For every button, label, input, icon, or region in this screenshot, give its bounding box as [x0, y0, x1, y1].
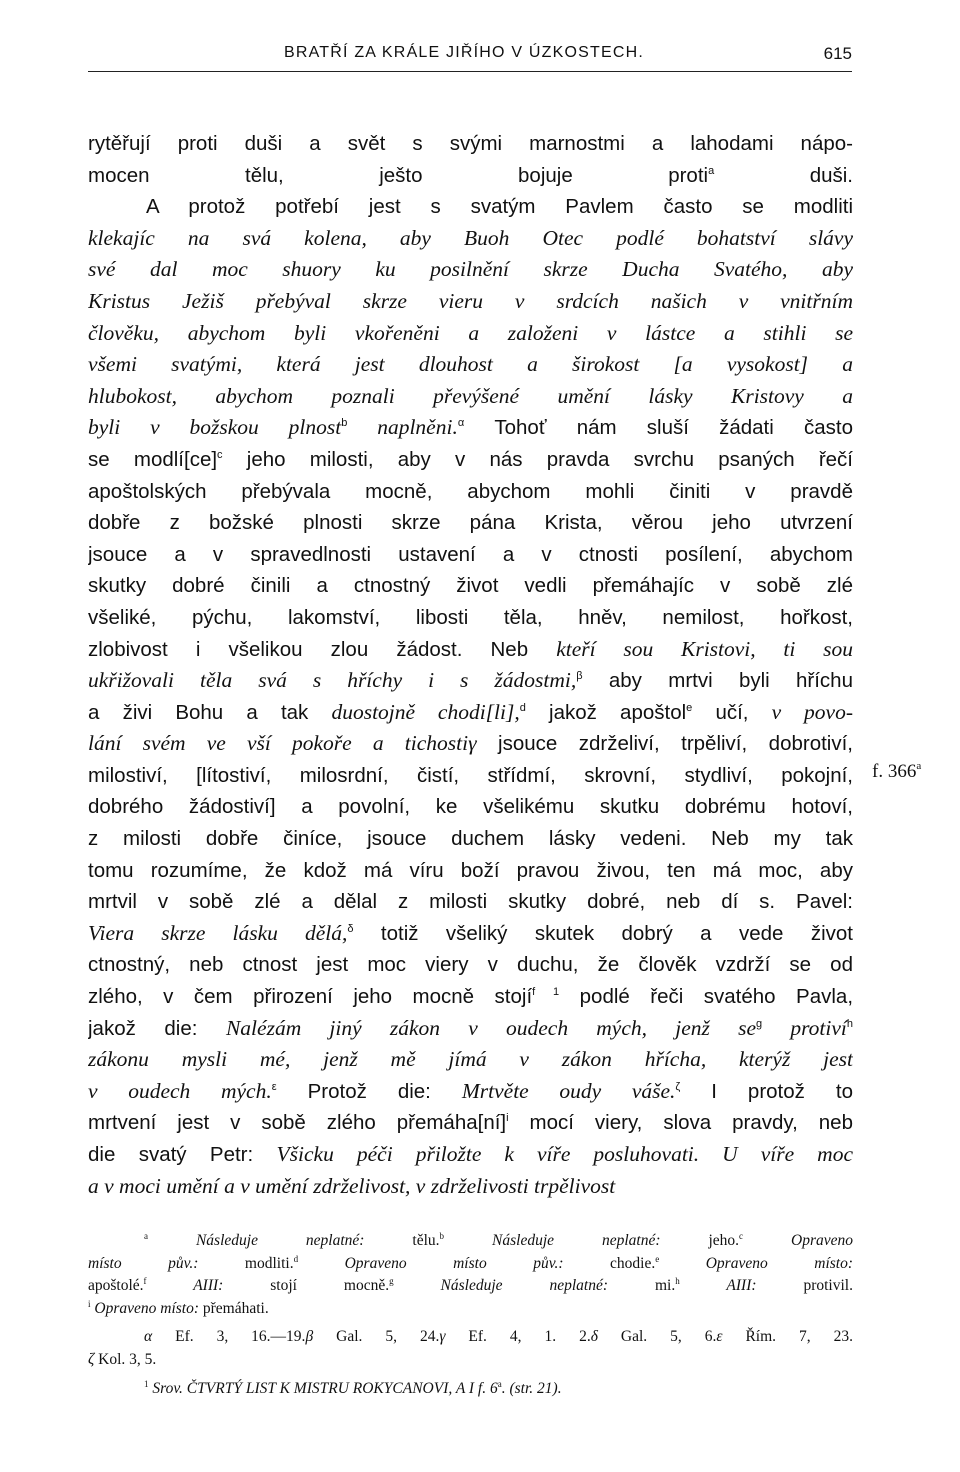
text-line: Kristus Ježiš přebýval skrze vieru v srdcích našich v vnitřním	[88, 288, 853, 313]
text-line: v oudech mých.$^\varepsilon$ Protož die: Mrtvěte oudy váše.$^\zeta$ I protož to	[88, 1078, 853, 1103]
text-line: ctnostný, neb ctnost jest moc viery v duchu, že člověk vzdrží se od	[88, 953, 853, 977]
text-line: zákonu mysli mé, jenž mě jímá v zákon hřícha, kterýž jest	[88, 1047, 853, 1072]
text-line: Viera skrze lásku dělá,$^\delta$ totiž všeliký skutek dobrý a vede život	[88, 920, 853, 945]
footnote-line: α Ef. 3, 16.—19.β Gal. 5, 24.γ Ef. 4, 1. 2.δ Gal. 5, 6.ε Řím. 7, 23.	[144, 1328, 853, 1346]
text-line: člověku, abychom byli vkořeněni a založeni v lástce a stihli se	[88, 320, 853, 345]
footnote-ref: ε	[271, 1080, 277, 1093]
text-line: tomu rozumíme, že kdož má víru boží pravou živou, ten má moc, aby	[88, 858, 853, 882]
text-line: a v moci umění a v umění zdrželivost, v zdrželivosti trpělivost	[88, 1173, 616, 1198]
text-line: všemi svatými, která jest dlouhost a širokost [a vysokost] a	[88, 352, 853, 377]
footnote-line: $^i$ Opraveno místo: přemáhati.	[88, 1298, 269, 1317]
text-line: A protož potřebí jest s svatým Pavlem často se modliti	[146, 195, 853, 219]
text-line: dobře z božské plnosti skrze pána Krista, věrou jeho utvrzení	[88, 511, 853, 535]
footnote-ref: α	[457, 417, 465, 430]
header-rule	[88, 71, 852, 72]
footnote-ref: c	[217, 448, 223, 461]
footnote-line: místo pův.: modliti.$^d$ Opraveno místo pův.: chodie.$^e$ Opraveno místo:	[88, 1253, 853, 1272]
text-line: všeliké, pýchu, lakomství, libosti těla, hněv, nemilost, hořkost,	[88, 605, 853, 629]
text-line: své dal moc shuory ku posilnění skrze Ducha Svatého, aby	[88, 257, 853, 282]
text-line: mrtvil v sobě zlé a dělal z milosti skutky dobré, neb dí s. Pavel:	[88, 890, 853, 914]
footnote-ref: a	[708, 164, 715, 177]
footnote-ref: h	[846, 1017, 853, 1030]
text-line: ukřižovali těla svá s hříchy i s žádostmi,$^\beta$ aby mrtvi byli hříchu	[88, 668, 853, 693]
footnote-ref: b	[341, 417, 348, 430]
footnote-ref: δ	[347, 922, 354, 935]
text-line: mrtvení jest v sobě zlého přemáha[ní]$^i$ mocí viery, slova pravdy, neb	[88, 1111, 853, 1135]
text-line: zlobivost i všelikou zlou žádost. Neb kteří sou Kristovi, ti sou	[88, 636, 853, 661]
footnote-line: ζ Kol. 3, 5.	[88, 1350, 157, 1368]
text-line: hlubokost, abychom poznali převýšené umění lásky Kristovy a	[88, 383, 853, 408]
footnote-ref: d	[519, 701, 526, 714]
footnote-ref: ζ	[675, 1080, 681, 1093]
text-line: apoštolských přebývala mocně, abychom mohli činiti v pravdě	[88, 479, 853, 503]
text-line: lání svém ve vší pokoře a tichostiγ jsouce zdrželiví, trpěliví, dobrotiví,	[88, 731, 853, 756]
footnote-ref: i	[506, 1112, 509, 1125]
text-line: mocen tělu, ješto bojuje proti$^a$ duši.	[88, 163, 853, 187]
text-line: rytěřují proti duši a svět s svými marnostmi a lahodami nápo-	[88, 132, 853, 155]
text-line: klekajíc na svá kolena, aby Buoh Otec podlé bohatství slávy	[88, 225, 853, 250]
page-number: 615	[823, 44, 852, 63]
text-line: byli v božskou plnost$^b$ naplněni.$^\alpha$ Tohoť nám sluší žádati často	[88, 415, 853, 440]
margin-folio-note: f. 366$^a$	[872, 760, 922, 782]
text-line: skutky dobré činili a ctnostný život vedli přemáhajíc v sobě zlé	[88, 574, 853, 598]
footnote-ref: f 1	[532, 986, 560, 999]
main-text	[88, 128, 853, 1202]
text-line: jakož die: Nalézám jiný zákon v oudech mých, jenž $se^g$ protiví$^h$	[88, 1015, 853, 1040]
text-line: se modlí[ce]$^c$ jeho milosti, aby v nás pravda svrchu psaných řečí	[88, 447, 853, 471]
text-line: jsouce a v spravedlnosti ustavení a v ctnosti posílení, abychom	[88, 542, 853, 566]
text-line: milostiví, [lítostiví, milosrdní, čistí, střídmí, skrovní, stydliví, pokojní,	[88, 763, 853, 787]
text-line: dobrého žádostiví] a povolní, ke všelikému skutku dobrému hotoví,	[88, 795, 853, 819]
footnote-ref: β	[576, 670, 583, 683]
text-line: a živi Bohu a tak duostojně chodi[li],$^d$ jakož apoštol$^e$ učí, v povo-	[88, 699, 853, 724]
footnote-line: $^1$ Srov. ČTVRTÝ LIST K MISTRU ROKYCANOVI, A I f. 6$^a$. (str. 21).	[144, 1378, 562, 1397]
text-line: z milosti dobře činíce, jsouce duchem lásky vedeni. Neb my tak	[88, 827, 853, 851]
footnote-ref: e	[686, 701, 693, 714]
running-head	[88, 44, 852, 72]
running-title: BRATŘÍ ZA KRÁLE JIŘÍHO V ÚZKOSTECH.	[284, 44, 644, 61]
text-line: die svatý Petr: Všicku péči přiložte k víře posluhovati. U víře moc	[88, 1142, 853, 1166]
footnote-line: apoštolé.$^f$ AIII: stojí mocně.$^g$ Následuje neplatné: mi.$^h$ AIII: protivil.	[88, 1276, 853, 1295]
footnote-line: $^a$ Následuje neplatné: tělu.$^b$ Následuje neplatné: jeho.$^c$ Opraveno	[144, 1231, 853, 1249]
footnote-ref: g	[755, 1017, 763, 1030]
footnotes	[88, 1230, 853, 1400]
text-line: zlého, v čem přirození jeho mocně stojí$^{f 1}$ podlé řeči svatého Pavla,	[88, 985, 853, 1009]
